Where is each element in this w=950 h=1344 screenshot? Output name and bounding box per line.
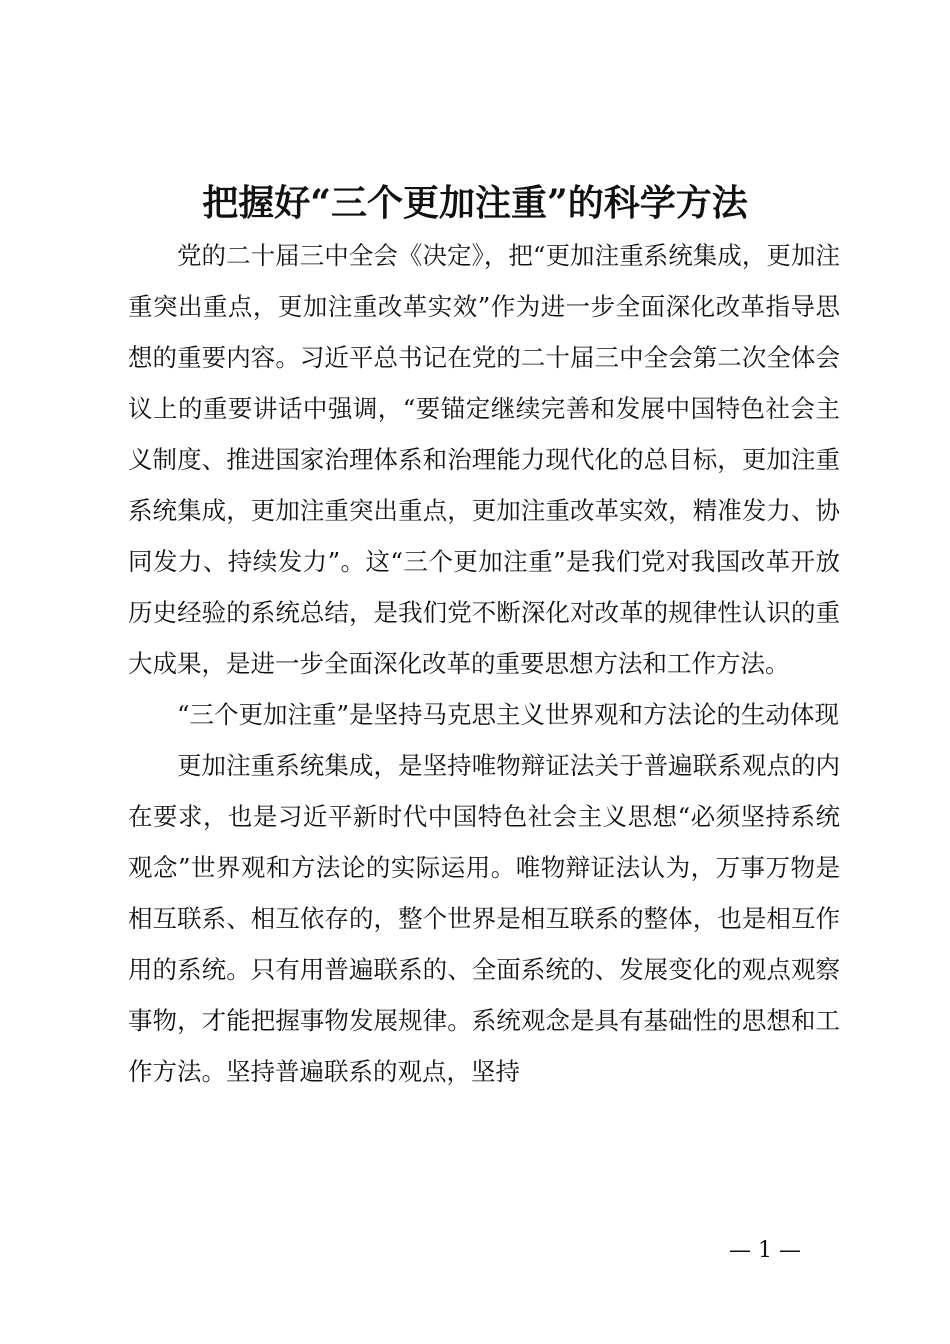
paragraph-system-integration: 更加注重系统集成，是坚持唯物辩证法关于普遍联系观点的内在要求，也是习近平新时代中国特色社会主义思想“必须坚持系统观念”世界观和方法论的实际运用。唯物辩证法认为，万事万物是相互联系、相互依存的，整个世界是相互联系的整体，也是相互作用的系统。只有用普遍联系的、全面系统的、发展变化的观点观察事物，才能把握事物发展规律。系统观念是具有基础性的思想和工作方法。坚持普遍联系的观点，坚持 bbox=[128, 751, 840, 1086]
paragraph-intro: 党的二十届三中全会《决定》，把“更加注重系统集成，更加注重突出重点，更加注重改革实效”作为进一步全面深化改革指导思想的重要内容。习近平总书记在党的二十届三中全会第二次全体会议上的重要讲话中强调，“要锚定继续完善和发展中国特色社会主义制度、推进国家治理体系和治理能力现代化的总目标，更加注重系统集成，更加注重突出重点，更加注重改革实效，精准发力、协同发力、持续发力”。这“三个更加注重”是我们党对我国改革开放历史经验的系统总结，是我们党不断深化对改革的规律性认识的重大成果，是进一步全面深化改革的重要思想方法和工作方法。 bbox=[128, 241, 840, 678]
page-number: — 1 — bbox=[729, 1238, 801, 1263]
section-heading: “三个更加注重”是坚持马克思主义世界观和方法论的生动体现 bbox=[177, 700, 840, 729]
document-title: 把握好“三个更加注重”的科学方法 bbox=[202, 182, 748, 224]
document-body bbox=[128, 230, 840, 1097]
